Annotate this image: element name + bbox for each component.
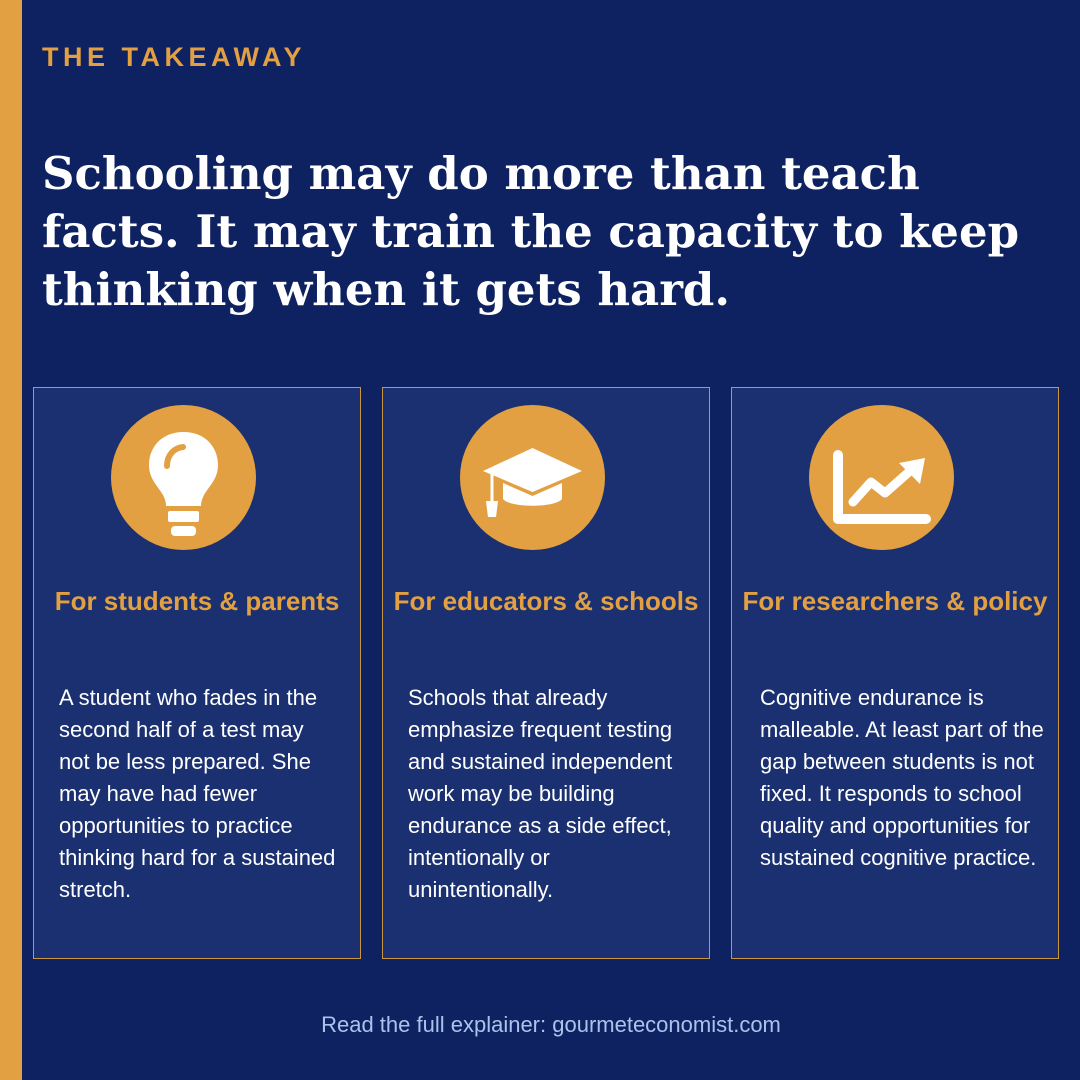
- lightbulb-icon: [111, 405, 256, 550]
- card-title: For researchers & policy: [742, 586, 1048, 616]
- accent-bar: [0, 0, 22, 1080]
- card-researchers-policy: [731, 387, 1059, 959]
- card-body: A student who fades in the second half of a test may not be less prepared. She may have had fewer opportunities to practice thinking hard for a sustained stretch.: [59, 685, 336, 902]
- headline: Schooling may do more than teach facts. It may train the capacity to keep thinking when it gets hard.: [42, 147, 1020, 316]
- card-educators-schools: [382, 387, 710, 959]
- graduation-cap-icon: [460, 405, 605, 550]
- card-body: Cognitive endurance is malleable. At least part of the gap between students is not fixed. It responds to school quality and opportunities for sustained cognitive practice.: [760, 685, 1044, 870]
- card-body: Schools that already emphasize frequent testing and sustained independent work may be building endurance as a side effect, intentionally or unintentionally.: [408, 685, 673, 902]
- trending-up-chart-icon: [809, 405, 954, 550]
- card-students-parents: [33, 387, 361, 959]
- section-kicker: THE TAKEAWAY: [42, 42, 307, 72]
- card-title: For students & parents: [54, 586, 340, 616]
- card-title: For educators & schools: [393, 586, 699, 616]
- footer-link-text[interactable]: Read the full explainer: gourmeteconomist.com: [321, 1012, 781, 1037]
